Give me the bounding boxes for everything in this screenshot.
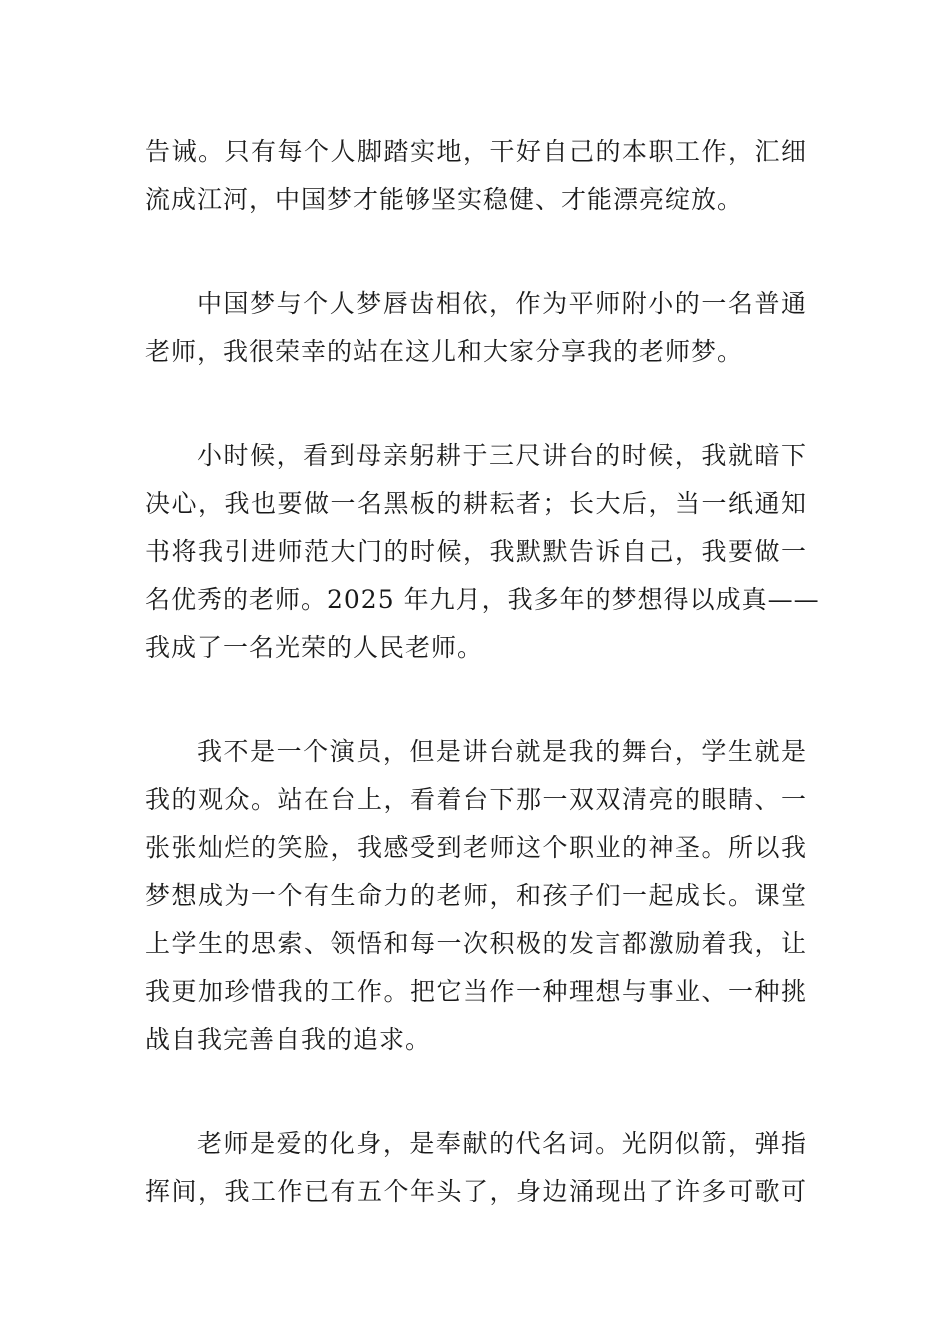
paragraph-2 <box>145 280 807 376</box>
text-line: 老师，我很荣幸的站在这儿和大家分享我的老师梦。 <box>145 337 744 366</box>
text-line: 告诫。只有每个人脚踏实地，干好自己的本职工作，汇细 <box>145 137 807 166</box>
text-line: 我更加珍惜我的工作。把它当作一种理想与事业、一种挑 <box>145 977 807 1006</box>
text-line: 决心，我也要做一名黑板的耕耘者；长大后，当一纸通知 <box>145 489 807 518</box>
document-body <box>145 128 820 1272</box>
text-line: 梦想成为一个有生命力的老师，和孩子们一起成长。课堂 <box>145 881 807 910</box>
text-line: 上学生的思索、领悟和每一次积极的发言都激励着我，让 <box>145 929 807 958</box>
text-line: 我的观众。站在台上，看着台下那一双双清亮的眼睛、一 <box>145 785 807 814</box>
text-line: 张张灿烂的笑脸，我感受到老师这个职业的神圣。所以我 <box>145 833 807 862</box>
paragraph-5 <box>145 1120 807 1216</box>
paragraph-1 <box>145 128 807 224</box>
text-line: 我不是一个演员，但是讲台就是我的舞台，学生就是 <box>197 737 807 766</box>
paragraph-3 <box>145 432 820 672</box>
text-line: 战自我完善自我的追求。 <box>145 1025 432 1054</box>
text-line: 挥间，我工作已有五个年头了，身边涌现出了许多可歌可 <box>145 1177 807 1206</box>
text-line: 名优秀的老师。2025 年九月，我多年的梦想得以成真—— <box>145 585 820 614</box>
text-line: 小时候，看到母亲躬耕于三尺讲台的时候，我就暗下 <box>197 441 807 470</box>
text-line: 老师是爱的化身，是奉献的代名词。光阴似箭，弹指 <box>197 1129 807 1158</box>
text-line: 中国梦与个人梦唇齿相依，作为平师附小的一名普通 <box>197 289 807 318</box>
text-line: 书将我引进师范大门的时候，我默默告诉自己，我要做一 <box>145 537 807 566</box>
text-line: 我成了一名光荣的人民老师。 <box>145 633 484 662</box>
text-line: 流成江河，中国梦才能够坚实稳健、才能漂亮绽放。 <box>145 185 744 214</box>
paragraph-4 <box>145 728 807 1064</box>
